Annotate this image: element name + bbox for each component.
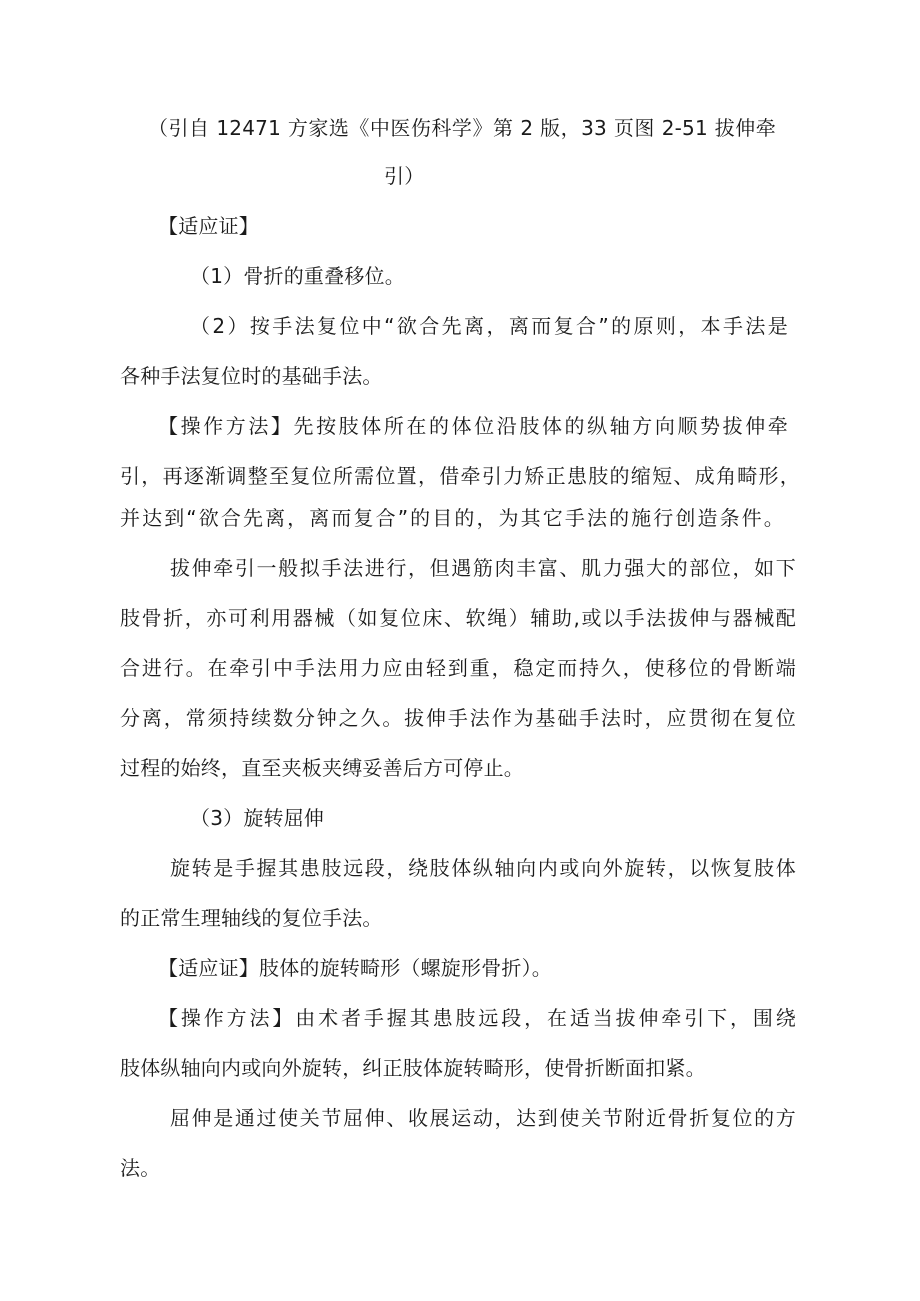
rotation-indications: 【适应证】肢体的旋转畸形（螺旋形骨折）。 bbox=[158, 956, 552, 980]
traction-paragraph-line-2: 肢骨折，亦可利用器械（如复位床、软绳）辅助,或以手法拔伸与器械配 bbox=[120, 606, 796, 630]
list-item-2-line-2: 各种手法复位时的基础手法。 bbox=[120, 364, 383, 388]
operation-paragraph-line-1: 【操作方法】先按肢体所在的体位沿肢体的纵轴方向顺势拔伸牵 bbox=[158, 414, 788, 438]
rotation-paragraph-line-1: 旋转是手握其患肢远段，绕肢体纵轴向内或向外旋转，以恢复肢体 bbox=[170, 856, 796, 880]
list-item-1: （1）骨折的重叠移位。 bbox=[190, 264, 405, 288]
rotation-operation-line-2: 肢体纵轴向内或向外旋转，纠正肢体旋转畸形，使骨折断面扣紧。 bbox=[120, 1056, 706, 1080]
traction-paragraph-line-4: 分离，常须持续数分钟之久。拔伸手法作为基础手法时，应贯彻在复位 bbox=[120, 706, 796, 730]
traction-paragraph-line-5: 过程的始终，直至夹板夹缚妥善后方可停止。 bbox=[120, 756, 524, 780]
citation-line-1: （引自 12471 方家选《中医伤科学》第 2 版，33 页图 2-51 拔伸牵 bbox=[148, 116, 776, 140]
operation-paragraph-line-3: 并达到“欲合先离，离而复合”的目的，为其它手法的施行创造条件。 bbox=[120, 506, 784, 530]
citation-line-2: 引） bbox=[384, 164, 425, 188]
traction-paragraph-line-1: 拔伸牵引一般拟手法进行，但遇筋肉丰富、肌力强大的部位，如下 bbox=[170, 556, 796, 580]
section-heading-indications: 【适应证】 bbox=[158, 214, 259, 238]
list-item-3: （3）旋转屈伸 bbox=[190, 806, 325, 830]
flexion-paragraph-line-2: 法。 bbox=[120, 1156, 161, 1180]
list-item-2-line-1: （2）按手法复位中“欲合先离，离而复合”的原则，本手法是 bbox=[190, 314, 788, 338]
operation-paragraph-line-2: 引，再逐渐调整至复位所需位置，借牵引力矫正患肢的缩短、成角畸形， bbox=[120, 464, 800, 488]
rotation-operation-line-1: 【操作方法】由术者手握其患肢远段，在适当拔伸牵引下，围绕 bbox=[158, 1006, 796, 1030]
traction-paragraph-line-3: 合进行。在牵引中手法用力应由轻到重，稳定而持久，使移位的骨断端 bbox=[120, 656, 796, 680]
flexion-paragraph-line-1: 屈伸是通过使关节屈伸、收展运动，达到使关节附近骨折复位的方 bbox=[170, 1106, 796, 1130]
rotation-paragraph-line-2: 的正常生理轴线的复位手法。 bbox=[120, 906, 383, 930]
